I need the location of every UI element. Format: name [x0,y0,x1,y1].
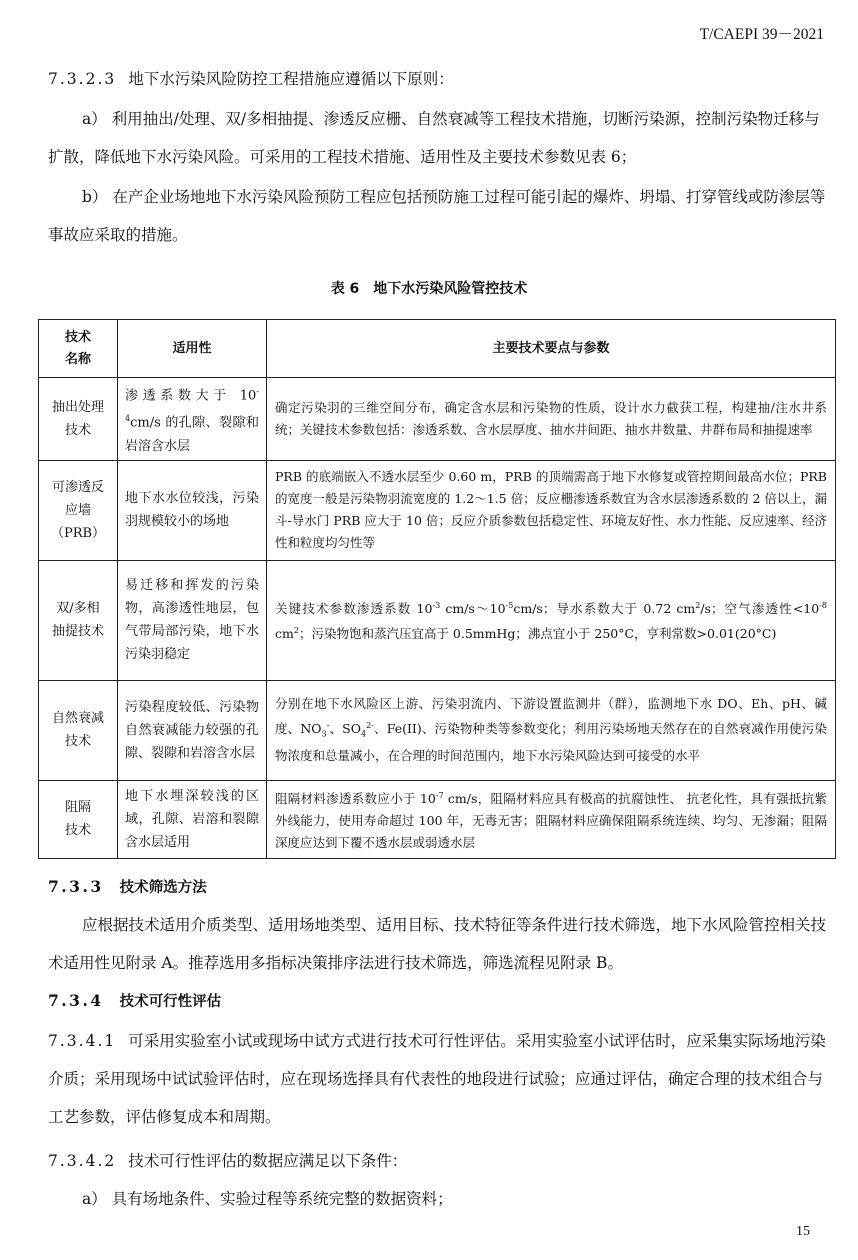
row-technology-name: 双/多相抽提技术 [39,560,118,680]
row-applicability: 污染程度较低、污染物自然衰减能力较强的孔隙、裂隙和岩溶含水层 [118,680,267,780]
row-applicability: 地下水埋深较浅的区域，孔隙、岩溶和裂隙含水层适用 [118,780,267,858]
section-number: 7.3.3 [48,877,104,896]
row-applicability: 易迁移和挥发的污染物，高渗透性地层，包气带局部污染，地下水污染羽稳定 [118,560,267,680]
section-number: 7.3.2.3 [48,70,117,88]
table-row [39,680,836,780]
row-technology-name: 抽出处理技术 [39,378,118,461]
technology-table [38,319,836,859]
row-parameters: 关键技术参数渗透系数 $10^{-3}$ $cm/s\sim 10^{-5}cm/s$；导水系数大于 0.72 $cm^2/s$；空气渗透性$<10^{-8}$ $cm^2$；污染物饱和蒸汽压宜高于 0.5mmHg；沸点宜小于 250°C，亨利常数>0.01(20°C) [267,560,836,680]
list-item-b: b） 在产企业场地地下水污染风险预防工程应包括预防施工过程可能引起的爆炸、坍塌、打穿管线或防渗层等事故应采取的措施。 [48,188,826,244]
section-text: 技术可行性评估的数据应满足以下条件： [128,1152,408,1170]
row-applicability: 渗透系数大于 $10^{-4}cm/s$ 的孔隙、裂隙和岩溶含水层 [118,378,267,461]
standard-code: T/CAEPI 39－2021 [699,26,824,43]
list-item-a: a） 利用抽出/处理、双/多相抽提、渗透反应栅、自然衰减等工程技术措施，切断污染源，控制污染物迁移与扩散，降低地下水污染风险。可采用的工程技术措施、适用性及主要技术参数见表 6； [48,110,820,166]
section-text: 可采用实验室小试或现场中试方式进行技术可行性评估。采用实验室小试评估时，应采集实际场地污染介质；采用现场中试试验评估时，应在现场选择具有代表性的地段进行试验；应通过评估，确定合理的技术组合与工艺参数，评估修复成本和周期。 [48,1032,826,1126]
page-number: 15 [796,1224,810,1239]
row-parameters: 分别在地下水风险区上游、污染羽流内、下游设置监测井（群），监测地下水 DO、Eh、pH、碱度、$NO_3^-$、$SO_4^{2-}$、Fe(II)、污染物种类等参数变化；利用污染场地天然存在的自然衰减作用使污染物浓度和总量减小，在合理的时间范围内，地下水污染风险达到可接受的水平 [267,680,836,780]
table-caption: 表 6 地下水污染风险管控技术 [330,281,528,297]
section-7-3-3-heading [48,874,207,901]
section-7-3-4-heading [48,988,221,1015]
row-technology-name: 阻隔技术 [39,780,118,858]
table-row [39,378,836,461]
section-7-3-4-1 [48,1022,830,1136]
section-number: 7.3.4 [48,991,104,1010]
list-item-a: a） 具有场地条件、实验过程等系统完整的数据资料； [82,1190,453,1208]
table-header-row [39,320,836,378]
row-technology-name: 自然衰减技术 [39,680,118,780]
row-parameters: 阻隔材料渗透系数应小于 $10^{-7}$ cm/s，阻隔材料应具有极高的抗腐蚀性、 抗老化性，具有强抵抗紫外线能力，使用寿命超过 100 年，无毒无害；阻隔材料应确保阻隔系统连续、均匀、无渗漏；阻隔深度应达到下覆不透水层或弱透水层 [267,780,836,858]
section-title: 地下水污染风险防控工程措施应遵循以下原则： [128,70,454,88]
table-row [39,460,836,560]
row-parameters: PRB 的底端嵌入不透水层至少 0.60 m，PRB 的顶端需高于地下水修复或管控期间最高水位；PRB 的宽度一般是污染物羽流宽度的 1.2～1.5 倍；反应栅渗透系数宜为含水层渗透系数的 2 倍以上，漏斗-导水门 PRB 应大于 10 倍；反应介质参数包括稳定性、环境友好性、水力性能、反应速率、经济性和粒度均匀性等 [267,460,836,560]
section-title: 技术可行性评估 [119,994,222,1010]
row-technology-name: 可渗透反应墙（PRB） [39,460,118,560]
row-applicability: 地下水水位较浅，污染羽规模较小的场地 [118,460,267,560]
header-applicability: 适用性 [118,320,267,378]
table-row [39,780,836,858]
section-7-3-3-text: 应根据技术适用介质类型、适用场地类型、适用目标、技术特征等条件进行技术筛选，地下水风险管控相关技术适用性见附录 A。推荐选用多指标决策排序法进行技术筛选，筛选流程见附录 B。 [48,916,827,972]
section-7-3-4-2 [48,1142,830,1180]
row-parameters: 确定污染羽的三维空间分布，确定含水层和污染物的性质，设计水力截获工程，构建抽/注水井系统；关键技术参数包括：渗透系数、含水层厚度、抽水井间距、抽水井数量、井群布局和抽提速率 [267,378,836,461]
section-title: 技术筛选方法 [119,880,207,896]
section-7-3-2-3-heading [48,60,830,98]
header-technology-name: 技术名称 [39,320,118,378]
table-row [39,560,836,680]
header-main-parameters: 主要技术要点与参数 [267,320,836,378]
section-number: 7.3.4.2 [48,1152,117,1170]
section-number: 7.3.4.1 [48,1032,117,1050]
